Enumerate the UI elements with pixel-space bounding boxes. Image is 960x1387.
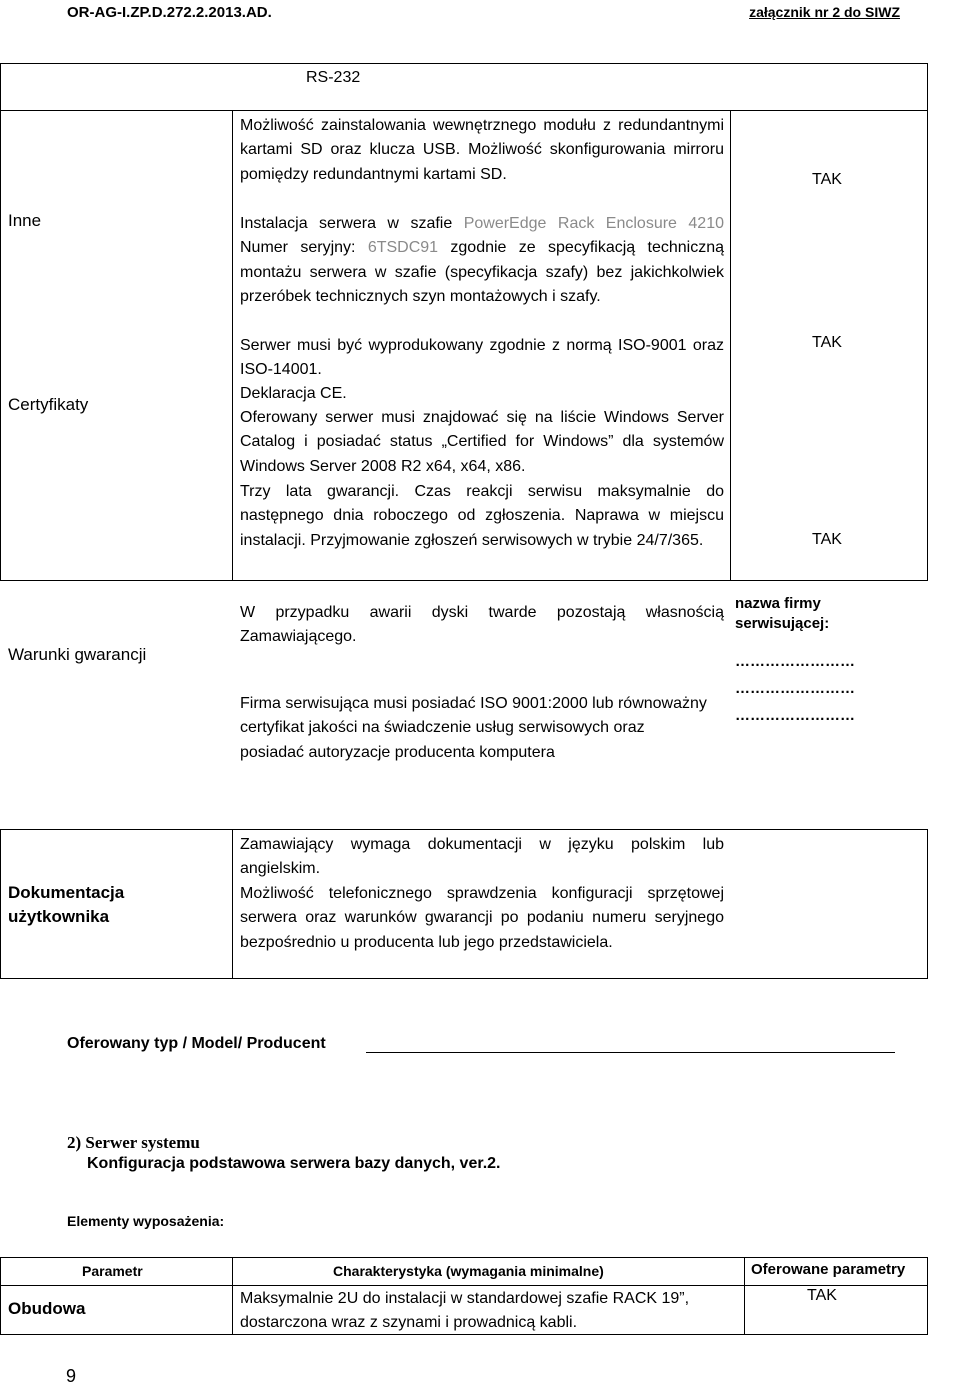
offered-type-input-line: [366, 1052, 895, 1053]
row-label-dokumentacja: Dokumentacja użytkownika: [8, 883, 125, 927]
warranty-requirement: Trzy lata gwarancji. Czas reakcji serwisu maksymalnie do następnego dnia roboczego od zgłoszenia. Naprawa w miejscu instalacji. Przyjmowanie zgłoszeń serwisowych w trybie 24/7/365.: [240, 483, 724, 549]
obudowa-description: Maksymalnie 2U do instalacji w standardowej szafie RACK 19”, dostarczona wraz z szynami i prowadnicą kabli.: [240, 1290, 690, 1332]
documentation-language-requirement: Zamawiający wymaga dokumentacji w języku polskim lub angielskim.: [240, 836, 724, 878]
col-header-oferowane: Oferowane parametry: [751, 1261, 906, 1278]
rs232-label: RS-232: [306, 69, 361, 86]
serial-number: 6TSDC91: [367, 239, 439, 257]
hdd-ownership-requirement: W przypadku awarii dyski twarde pozostają własnością Zamawiającego.: [240, 604, 724, 646]
phone-verification-requirement: Możliwość telefonicznego sprawdzenia konfiguracji sprzętowej serwera oraz warunków gwarancji po podaniu numeru seryjnego bezpośrednio u producenta lub jego przedstawiciela.: [240, 885, 724, 951]
section-title: 2) Serwer systemu: [67, 1133, 200, 1152]
warranty-value: TAK: [812, 531, 842, 548]
page-number: 9: [66, 1366, 77, 1386]
row-label-warunki-gwarancji: Warunki gwarancji: [8, 645, 147, 664]
elements-label: Elementy wyposażenia:: [67, 1213, 225, 1229]
document-reference: OR-AG-I.ZP.D.272.2.2013.AD.: [67, 4, 272, 21]
col-header-charakterystyka: Charakterystyka (wymagania minimalne): [333, 1263, 604, 1279]
section-subtitle: Konfiguracja podstawowa serwera bazy danych, ver.2.: [87, 1155, 501, 1172]
ce-declaration: Deklaracja CE.: [240, 385, 347, 402]
rack-installation-requirement: Instalacja serwera w szafie PowerEdge Rack Enclosure 4210 Numer seryjny: 6TSDC91 zgodnie ze specyfikacją techniczną montażu serwera w szafie (specyfikacja szafy) bez jakichkolwiek przeróbek technicznych szyn montażowych i szafy.: [240, 215, 724, 306]
service-firm-dots-1: ……………………: [735, 653, 855, 670]
service-firm-dots-3: ……………………: [735, 707, 855, 724]
obudowa-value: TAK: [807, 1287, 837, 1304]
offered-type-label: Oferowany typ / Model/ Producent: [67, 1035, 326, 1052]
sd-module-requirement: Możliwość zainstalowania wewnętrznego modułu z redundantnymi kartami SD oraz klucza USB. Możliwość skonfigurowania mirroru pomiędzy redundantnymi kartami SD.: [240, 117, 724, 183]
service-firm-dots-2: ……………………: [735, 680, 855, 697]
service-iso-requirement: Firma serwisująca musi posiadać ISO 9001:2000 lub równoważny certyfikat jakości na świadczenie usług serwisowych oraz posiadać autoryzacje producenta komputera: [240, 695, 707, 761]
param-obudowa: Obudowa: [8, 1299, 86, 1318]
certyfikaty-value: TAK: [812, 334, 842, 351]
iso-requirement: Serwer musi być wyprodukowany zgodnie z normą ISO-9001 oraz ISO-14001.: [240, 337, 724, 379]
rack-model: PowerEdge Rack Enclosure 4210: [463, 215, 724, 232]
row-label-inne: Inne: [8, 211, 42, 230]
row-label-certyfikaty: Certyfikaty: [8, 395, 89, 414]
service-firm-label: nazwa firmy serwisującej:: [735, 595, 830, 632]
col-header-parametr: Parametr: [82, 1263, 143, 1279]
inne-value: TAK: [812, 171, 842, 188]
windows-catalog-requirement: Oferowany serwer musi znajdować się na liście Windows Server Catalog i posiadać status „Certified for Windows” dla systemów Windows Server 2008 R2 x64, x64, x86.: [240, 409, 724, 475]
attachment-label: załącznik nr 2 do SIWZ: [749, 4, 900, 20]
